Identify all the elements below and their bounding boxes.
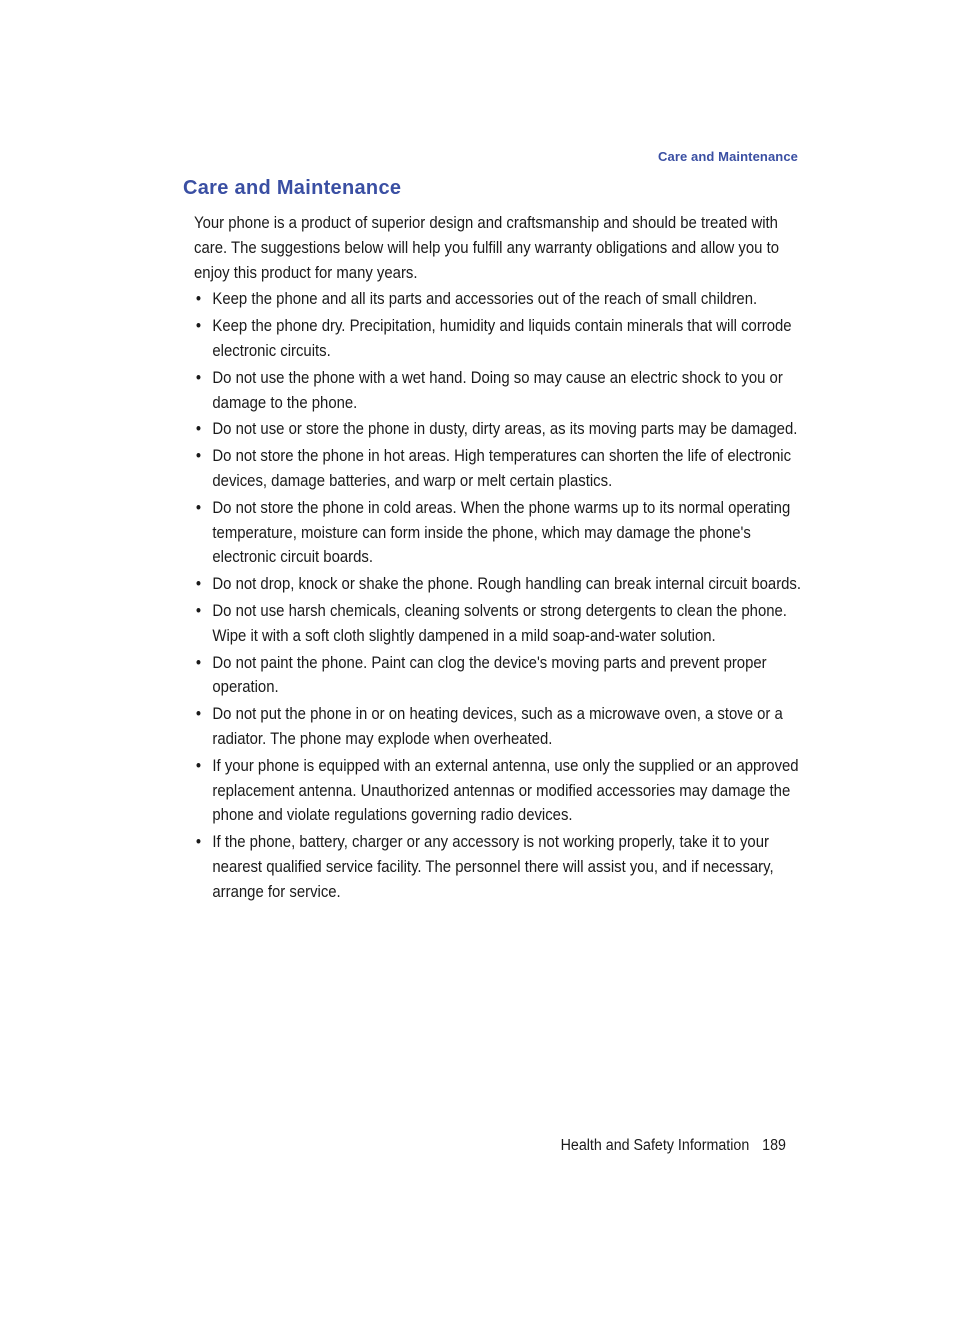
list-item <box>196 314 804 364</box>
section-title: Care and Maintenance <box>183 177 402 199</box>
bullet-icon: • <box>195 705 202 724</box>
list-item-text: Do not paint the phone. Paint can clog the device's moving parts and prevent proper operation. <box>212 653 767 697</box>
bullet-icon: • <box>195 290 202 309</box>
list-item <box>196 702 804 752</box>
list-item <box>196 417 804 442</box>
list-item-text: If the phone, battery, charger or any accessory is not working properly, take it to your nearest qualified service facility. The personnel there will assist you, and if necessary, arrange for service. <box>212 833 774 901</box>
list-item <box>196 287 804 312</box>
list-item-text: Do not store the phone in hot areas. High temperatures can shorten the life of electronic devices, damage batteries, and warp or melt certain plastics. <box>212 447 792 490</box>
list-item-text: Do not use or store the phone in dusty, dirty areas, as its moving parts may be damaged. <box>212 420 798 439</box>
bullet-icon: • <box>195 447 202 466</box>
bullet-icon: • <box>195 575 202 594</box>
care-tips-list <box>194 287 804 904</box>
list-item-text: Do not use harsh chemicals, cleaning solvents or strong detergents to clean the phone. Wipe it with a soft cloth slightly dampened in a mild soap-and-water solution. <box>212 601 787 645</box>
bullet-icon: • <box>195 756 202 775</box>
list-item <box>196 572 804 597</box>
list-item <box>196 754 804 828</box>
bullet-icon: • <box>195 833 202 852</box>
intro-paragraph: Your phone is a product of superior design and craftsmanship and should be treated with care. The suggestions below will help you fulfill any warranty obligations and allow you to enjoy this product for many years. <box>194 214 780 282</box>
bullet-icon: • <box>195 498 202 517</box>
list-item <box>196 444 804 494</box>
bullet-icon: • <box>195 601 202 620</box>
list-item <box>196 830 804 904</box>
bullet-icon: • <box>195 653 202 672</box>
bullet-icon: • <box>195 420 202 439</box>
list-item-text: Keep the phone and all its parts and accessories out of the reach of small children. <box>212 290 758 309</box>
list-item-text: If your phone is equipped with an external antenna, use only the supplied or an approved replacement antenna. Unauthorized antennas or modified accessories may damage the phone and violate regulations governing radio devices. <box>212 756 799 825</box>
list-item <box>196 496 804 570</box>
list-item-text: Do not put the phone in or on heating devices, such as a microwave oven, a stove or a radiator. The phone may explode when overheated. <box>212 705 783 748</box>
footer-section-name: Health and Safety Information <box>560 1137 750 1154</box>
list-item-text: Do not drop, knock or shake the phone. Rough handling can break internal circuit boards. <box>212 575 802 594</box>
page-number: 189 <box>762 1137 786 1154</box>
bullet-icon: • <box>195 317 202 336</box>
bullet-icon: • <box>195 368 202 387</box>
list-item-text: Do not use the phone with a wet hand. Doing so may cause an electric shock to you or damage to the phone. <box>212 368 783 412</box>
list-item-text: Do not store the phone in cold areas. When the phone warms up to its normal operating temperature, moisture can form inside the phone, which may damage the phone's electronic circuit boards. <box>212 498 791 567</box>
page-footer <box>561 1137 786 1155</box>
section-body <box>194 211 804 907</box>
list-item-text: Keep the phone dry. Precipitation, humidity and liquids contain minerals that will corrode electronic circuits. <box>212 317 792 360</box>
running-header: Care and Maintenance <box>658 149 798 164</box>
list-item <box>196 651 804 701</box>
list-item <box>196 366 804 416</box>
list-item <box>196 599 804 649</box>
